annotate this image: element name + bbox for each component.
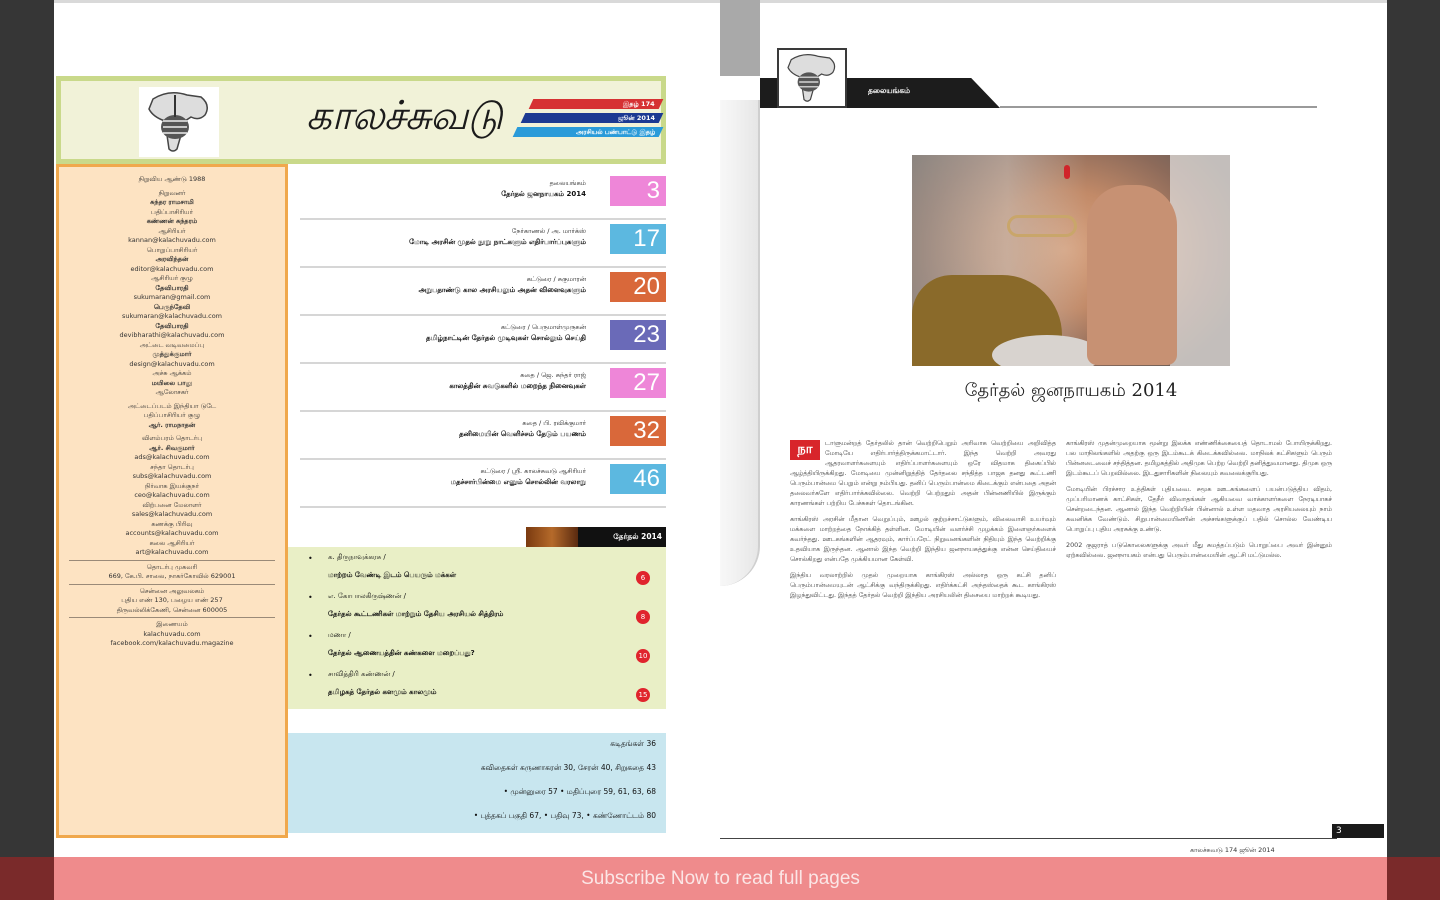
toc-entry-text [304, 322, 586, 344]
special-section-item[interactable] [308, 551, 658, 591]
bullet-icon: • [308, 554, 313, 563]
toc-entry-text [304, 178, 586, 200]
magazine-title: காலச்சுவடு [306, 93, 502, 139]
info-line: facebook.com/kalachuvadu.magazine [110, 639, 234, 647]
info-line: அரவிந்தன் [155, 255, 189, 263]
toc-title: தமிழ்நாட்டின் தேர்தல் முடிவுகள் சொல்லும் செய்தி [425, 334, 586, 342]
page-top-rule [54, 0, 720, 3]
toc-page-number[interactable]: 20 [610, 272, 666, 302]
info-separator [69, 584, 275, 585]
toc-section-author: நேர்காணல் / அ. மார்க்ஸ் [511, 227, 586, 235]
toc-entry[interactable] [300, 220, 666, 268]
page-top-rule [720, 0, 1387, 3]
special-section-box [288, 547, 666, 709]
toc-entry[interactable] [300, 316, 666, 364]
info-line: ஆசிரியர் குழு [151, 274, 193, 282]
toc-section-author: கதை / பி. ரவிக்குமார் [522, 419, 586, 427]
info-line: அச்சு ஆக்கம் [152, 369, 192, 377]
info-separator [69, 560, 275, 561]
article-paragraph: காங்கிரஸ் முதன்முறையாக மூன்று இலக்க எண்ணிக்கையைத் தொடாமல் போயிருக்கிறது. பல மாநிலங்களில் அதற்கு ஒரு இடம்கூடக் கிடைக்கவில்லை. மாநிலக் கட்சிகளும் பெரும் பின்னடைவைச் சந்தித்தன. தமிழகத்தில் அதிமுக பெற்ற வெற்றி தனித்துவமானது. திமுக ஒரு இடம்கூடப் பெறவில்லை. இடதுசாரிகளின் நிலையும் கவலைக்குரியது. [1066, 439, 1332, 477]
info-line: ceo@kalachuvadu.com [134, 491, 210, 499]
info-line: 669, கே.பி. சாலை, நாகர்கோவில் 629001 [108, 572, 236, 580]
viewer-margin-right [1387, 0, 1440, 900]
special-item-title: தேர்தல் கூட்டணிகள் மாற்றும் தேசிய அரசியல் சித்திரம் [328, 610, 504, 618]
bullet-icon: • [308, 671, 313, 680]
toc-title: மோடி அரசின் முதல் நூறு நாட்களும் எதிர்பார்ப்புகளும் [409, 238, 586, 246]
special-item-author: க. திருநாவுக்கரசு / [328, 553, 386, 561]
features-line: • புத்தகப் பகுதி 67, • பதிவு 73, • கண்ணோட்டம் 80 [473, 811, 656, 820]
article-paragraph: நா டாளுமன்றத் தேர்தலில் தான் வெற்றிபெறும் அரிவாக வெற்றியை அறிவித்த மோடியே எதிர்பார்த்திருக்கமாட்டார். இந்த வெற்றி அவரது ஆதரவாளர்களையும் எதிர்ப்பாளர்களையும் ஒரே விதமாக திகைப்பில் ஆழ்த்தியிருக்கிறது. மோடியை முன்னிறுத்தித் தேர்தலை சந்தித்த பாஜக தனது கூட்டணி பெரும்பான்மை பெறும் என்று நம்பியது. தனிப் பெரும்பான்மை கிடைக்கும் என்பதை அதன் தலைவர்களே எதிர்பார்க்கவில்லை. வெற்றி பெற்றதும் அதன் பின்னணியில் இருக்கும் காரணங்கள் பற்றிய பேச்சுகள் தொடங்கின. [790, 439, 1056, 507]
toc-entry-text [304, 274, 586, 296]
regular-features-box [288, 733, 666, 833]
toc-page-number[interactable]: 32 [610, 416, 666, 446]
info-line: முத்துக்குமார் [152, 350, 192, 358]
special-item-title: தமிழகத் தேர்தல் களமும் காலமும் [328, 688, 437, 696]
info-line: சுந்தர ராமசாமி [150, 198, 194, 206]
viewer-margin-left [0, 0, 54, 900]
magazine-page-right[interactable] [720, 0, 1387, 900]
toc-page-number[interactable]: 46 [610, 464, 666, 494]
special-item-title: மாற்றம் வேண்டி இடம் பெயரும் மக்கள் [328, 571, 457, 579]
special-item-page: 8 [636, 610, 650, 624]
special-item-page: 6 [636, 571, 650, 585]
info-line: ads@kalachuvadu.com [134, 453, 210, 461]
toc-page-number[interactable]: 27 [610, 368, 666, 398]
info-line: design@kalachuvadu.com [129, 359, 215, 368]
info-line: accounts@kalachuvadu.com [125, 529, 219, 537]
special-item-author: மணா / [328, 631, 351, 639]
toc-entry[interactable] [300, 364, 666, 412]
date-stripe: ஜூன் 2014 [521, 113, 664, 123]
toc-title: தனிமையின் வெளிச்சம் தேடும் பயணம் [459, 430, 586, 438]
tagline-stripe: அரசியல் பண்பாட்டு இதழ் [513, 127, 664, 137]
toc-entry[interactable] [300, 460, 666, 508]
page-footer: காலச்சுவடு 174 ஜூன் 2014 [1190, 846, 1275, 854]
special-item-author: எ. கோபாலகிருஷ்ணன் / [328, 592, 407, 600]
bullet-icon: • [308, 593, 313, 602]
info-line: நிறுவிய ஆண்டு 1988 [138, 175, 206, 183]
banner-edge-right [1387, 857, 1440, 900]
toc-page-number[interactable]: 17 [610, 224, 666, 254]
info-line: அட்டை வடிவமைப்பு [139, 340, 205, 349]
info-line: இணையம் [156, 620, 188, 628]
drop-cap: நா [790, 440, 820, 460]
article-title: தேர்தல் ஜனநாயகம் 2014 [964, 380, 1178, 401]
special-item-page: 10 [636, 649, 650, 663]
toc-page-number[interactable]: 23 [610, 320, 666, 350]
footer-rule [720, 838, 1337, 839]
features-line: கடிதங்கள் 36 [610, 739, 656, 748]
info-line: sales@kalachuvadu.com [131, 510, 213, 518]
page-curl [720, 100, 760, 586]
info-line: editor@kalachuvadu.com [130, 264, 214, 273]
page-number: 3 [1332, 824, 1384, 838]
toc-section-author: தலையங்கம் [549, 179, 586, 187]
info-line: கண்ணன் சுந்தரம் [146, 217, 198, 225]
magazine-logo-small [777, 48, 847, 108]
features-line: • முன்னுரை 57 • மதிப்புரை 59, 61, 63, 68 [503, 787, 656, 796]
info-line: விற்பனை மேலாளர் [142, 500, 202, 509]
subscribe-link[interactable]: Subscribe Now to read full pages [581, 868, 860, 889]
article-paragraph: இந்திய வரலாற்றில் முதல் முறையாக காங்கிரஸ் அல்லாத ஒரு கட்சி தனிப் பெரும்பான்மையுடன் ஆட்சிக்கு வந்திருக்கிறது. எதிர்க்கட்சி அந்தஸ்தைக் கூட காங்கிரஸ் இழந்துவிட்டது. இந்தத் தேர்தல் வெற்றி இந்திய அரசியலின் திசையை மாற்றக் கூடியது. [790, 571, 1056, 599]
toc-title: அறுபதாண்டு கால அரசியலும் அதன் விளைவுகளும் [418, 286, 586, 294]
article-paragraph: 2002 குஜராத் படுகொலைகளுக்கு அவர் மீது சுமத்தப்படும் பொறுப்பை அவர் இன்னும் ஏற்கவில்லை. ஜனநாயகம் என்பது பெரும்பான்மையின் ஆட்சி மட்டுமல்ல. [1066, 541, 1332, 559]
special-section-item[interactable] [308, 590, 658, 630]
magazine-logo [139, 87, 219, 157]
article-paragraph: மோடியின் பிரச்சார உத்திகள் புதியவை. சமூக ஊடகங்களைப் பயன்படுத்திய விதம், முப்பரிமாணக் காட்சிகள், தேநீர் விவாதங்கள் ஆகியவை வாக்காளர்களை நேரடியாகச் சென்றடைந்தன. ஆனால் இந்த வெற்றியின் பின்னால் உள்ள மதவாத அரசியலையும் நாம் கவனிக்க வேண்டும். சிறுபான்மையினரின் அச்சங்களுக்குப் பதில் சொல்ல வேண்டிய பொறுப்பு புதிய அரசுக்கு உண்டு. [1066, 485, 1332, 533]
magazine-page-left[interactable] [54, 0, 720, 900]
special-section-label: தேர்தல் 2014 [613, 532, 662, 541]
toc-entry[interactable] [300, 268, 666, 316]
info-line: சென்னை அலுவலகம் [139, 586, 205, 595]
info-line: கணக்கு பிரிவு [151, 519, 193, 528]
info-line: மயிலை பாலு [151, 378, 193, 387]
toc-entry-text [304, 466, 586, 488]
article-column-1 [790, 438, 1056, 816]
toc-title: மதச்சார்பின்மை எனும் சொல்லின் வரலாறு [450, 478, 586, 486]
toc-entry[interactable] [300, 172, 666, 220]
info-line: பெருந்தேவி [153, 302, 191, 311]
info-line: subs@kalachuvadu.com [132, 472, 212, 480]
info-line: திருவல்லிக்கேணி, சென்னை 600005 [116, 605, 228, 614]
subscribe-banner[interactable] [54, 857, 1387, 900]
info-line: kalachuvadu.com [143, 629, 201, 638]
info-line: அட்டைப்படம் இந்தியா டுடே [127, 401, 217, 410]
toc-section-author: கதை / ஜெ. சுந்தர் ராஜ் [520, 371, 586, 379]
page-binding [720, 0, 760, 76]
section-label: தலையங்கம் [868, 86, 911, 95]
info-line: நிர்வாக இயக்குநர் [145, 481, 199, 490]
editorial-info-column [56, 164, 288, 838]
info-line: நிறுவனர் [158, 188, 186, 197]
special-item-page: 15 [636, 688, 650, 702]
special-item-title: தேர்தல் ஆணையத்தின் கண்களை மறைப்பது? [328, 649, 475, 657]
toc-section-author: கட்டுரை / சுகுமாரன் [526, 275, 586, 283]
toc-section-author: கட்டுரை / ஸ்ரீ. காலச்சுவடு ஆசிரியர் [480, 467, 586, 475]
toc-title: தேர்தல் ஜனநாயகம் 2014 [501, 190, 586, 198]
special-section-tab [526, 527, 666, 547]
info-line: kannan@kalachuvadu.com [128, 236, 216, 244]
article-photo [912, 155, 1230, 366]
issue-stripe: இதழ் 174 [529, 99, 664, 109]
info-line: பதிப்பாசிரியர் குழு [143, 411, 201, 419]
banner-edge-left [0, 857, 54, 900]
features-line: கவிதைகள் கருணாகரன் 30, சேரன் 40, சிறுகதை 43 [480, 763, 656, 772]
info-line: ஆசிரியர் [158, 226, 186, 235]
masthead [56, 76, 666, 164]
toc-entry-text [304, 370, 586, 392]
article-column-2 [1066, 438, 1332, 816]
info-line: devibharathi@kalachuvadu.com [119, 331, 225, 339]
special-section-item[interactable] [308, 629, 658, 669]
article-paragraph: காங்கிரஸ் அரசின் மீதான வெறுப்பும், ஊழல் குற்றச்சாட்டுகளும், விலைவாசி உயர்வும் மக்களை மாற்றத்தை நோக்கித் தள்ளின. மோடியின் வளர்ச்சி முழக்கம் இளைஞர்களைக் கவர்ந்தது. ஊடகங்களின் ஆதரவும், கார்ப்பரேட் நிறுவனங்களின் நிதியும் இந்த வெற்றிக்கு உதவியாக இருந்தன. ஆனால் இந்த வெற்றி இந்திய ஜனநாயகத்துக்கு என்ன செய்தியைச் சொல்கிறது என்பதே முக்கியமான கேள்வி. [790, 515, 1056, 563]
toc-entry-text [304, 418, 586, 440]
bullet-icon: • [308, 632, 313, 641]
toc-entry[interactable] [300, 412, 666, 460]
info-line: தேவிபாரதி [155, 321, 189, 330]
info-line: ஆர். ராமநாதன் [148, 420, 196, 429]
special-section-thumbnail [526, 527, 578, 547]
info-line: கலை ஆசிரியர் [149, 538, 195, 547]
section-rule [1000, 106, 1317, 108]
info-line: sukumaran@kalachuvadu.com [121, 312, 223, 320]
info-separator [69, 617, 275, 618]
toc-page-number[interactable]: 3 [610, 176, 666, 206]
info-line: ஆலோசகர் [155, 388, 189, 396]
info-line: விளம்பரம் தொடர்பு [141, 434, 203, 442]
info-line: தொடர்பு முகவரி [146, 562, 198, 571]
special-item-author: சாவித்திரி கண்ணன் / [328, 670, 395, 678]
info-line: தேவிபாரதி [155, 283, 189, 292]
info-line: பொறுப்பாசிரியர் [146, 245, 198, 254]
special-section-item[interactable] [308, 668, 658, 708]
toc-entry-text [304, 226, 586, 248]
info-line: ஆர். சிவகுமார் [149, 443, 195, 452]
info-line: சந்தா தொடர்பு [150, 462, 194, 471]
info-line: புதிய எண் 130, பழைய எண் 257 [121, 596, 223, 604]
toc-section-author: கட்டுரை / பெருமாள்முருகன் [500, 323, 586, 331]
info-line: பதிப்பாசிரியர் [151, 207, 193, 216]
toc-title: காலத்தின் சுவடுகளில் மறைந்த நினைவுகள் [449, 382, 586, 390]
table-of-contents [300, 172, 666, 508]
info-line: art@kalachuvadu.com [135, 548, 209, 556]
info-line: sukumaran@gmail.com [133, 293, 211, 301]
